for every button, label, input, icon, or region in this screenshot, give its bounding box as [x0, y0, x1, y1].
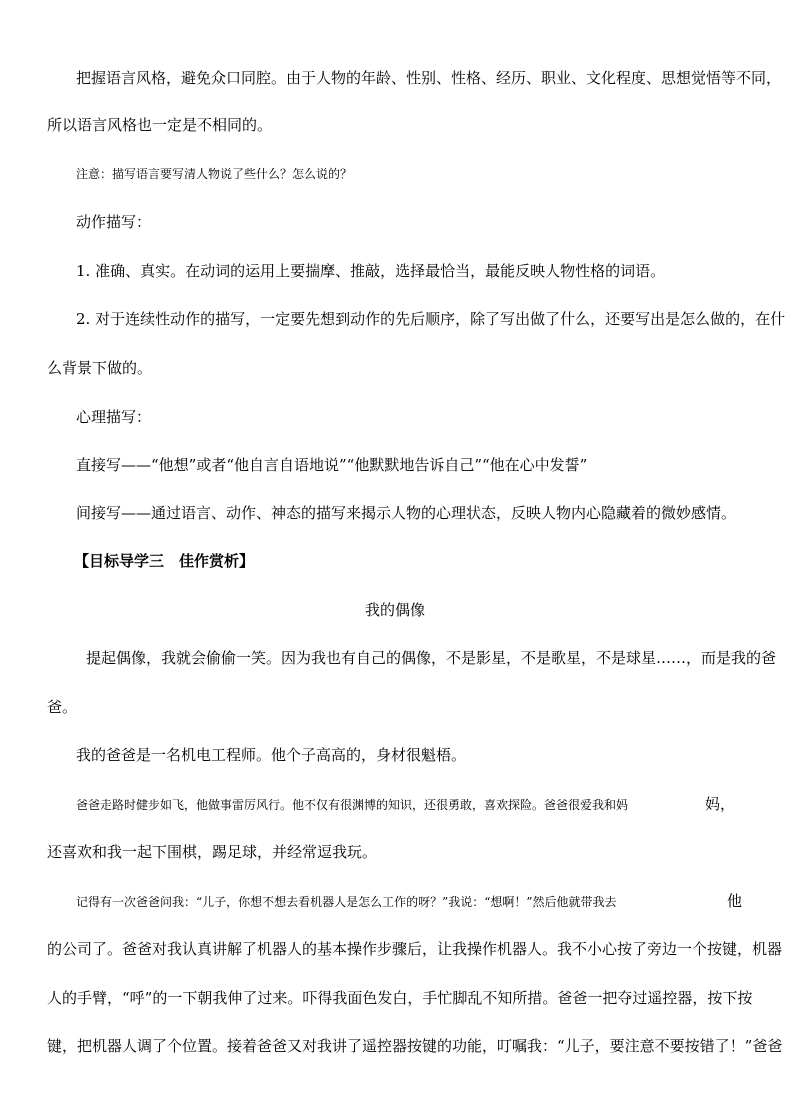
action-item-2-line-1: 2. 对于连续性动作的描写，一定要先想到动作的先后顺序，除了写出做了什么，还要写出是怎么做的，在什: [76, 310, 786, 328]
paragraph-line: 所以语言风格也一定是不相同的。: [47, 116, 273, 134]
essay-paragraph-line: 爸爸走路时健步如飞，他做事雷厉风行。他不仅有很渊博的知识，还很勇敢，喜欢探险。爸爸很爱我和妈: [76, 798, 629, 812]
action-item-1: 1. 准确、真实。在动词的运用上要揣摩、推敲，选择最恰当，最能反映人物性格的词语。: [76, 262, 666, 280]
essay-paragraph-line: 爸。: [47, 698, 78, 716]
essay-paragraph-line: 的公司了。爸爸对我认真讲解了机器人的基本操作步骤后，让我操作机器人。我不小心按了旁边一个按键，机器: [47, 940, 783, 958]
paragraph-line: 把握语言风格，避免众口同腔。由于人物的年龄、性别、性格、经历、职业、文化程度、思想觉悟等不同，: [76, 69, 782, 87]
essay-paragraph-line: 提起偶像，我就会偷偷一笑。因为我也有自己的偶像，不是影星，不是歌星，不是球星……，而是我的爸: [86, 649, 777, 667]
section-heading: 【目标导学三 佳作赏析】: [74, 552, 255, 570]
essay-paragraph-line: 人的手臂，“呼”的一下朝我伸了过来。吓得我面色发白，手忙脚乱不知所措。爸爸一把夺过遥控器，按下按: [47, 989, 753, 1007]
essay-title: 我的偶像: [364, 601, 425, 619]
action-heading: 动作描写：: [76, 213, 152, 231]
action-item-2-line-2: 么背景下做的。: [47, 359, 153, 377]
essay-paragraph-line: 还喜欢和我一起下围棋，踢足球，并经常逗我玩。: [47, 843, 378, 861]
note-line: 注意：描写语言要写清人物说了些什么？怎么说的？: [76, 167, 353, 181]
essay-paragraph-line: 我的爸爸是一名机电工程师。他个子高高的，身材很魁梧。: [76, 746, 467, 764]
essay-paragraph-line: 记得有一次爸爸问我：“儿子，你想不想去看机器人是怎么工作的呀？”我说：“想啊！”然后他就带我去: [76, 895, 617, 909]
indirect-writing-line: 间接写——通过语言、动作、神态的描写来揭示人物的心理状态，反映人物内心隐藏着的微妙感情。: [76, 504, 737, 522]
essay-line-end-fragment: 妈，: [705, 795, 736, 813]
psych-heading: 心理描写：: [76, 408, 152, 426]
essay-line-end-fragment: 他: [727, 892, 743, 910]
direct-writing-line: 直接写——“他想”或者“他自言自语地说”“他默默地告诉自己”“他在心中发誓”: [76, 456, 588, 474]
essay-paragraph-line: 键，把机器人调了个位置。接着爸爸又对我讲了遥控器按键的功能，叮嘱我：“儿子，要注意不要按错了！”爸爸: [47, 1037, 783, 1055]
